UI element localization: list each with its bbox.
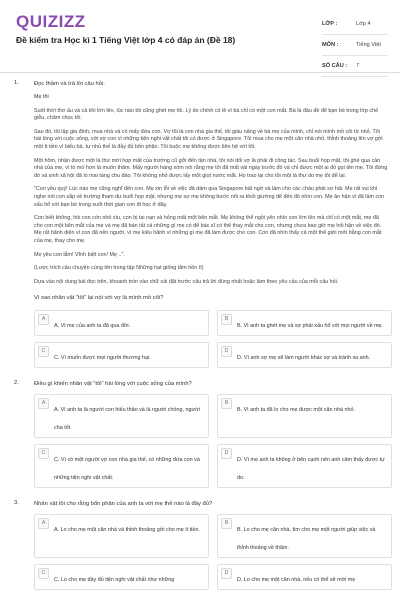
option-letter: A [38, 398, 49, 409]
question-1 [14, 80, 390, 368]
meta-row-subject [322, 35, 388, 56]
option-d[interactable] [217, 444, 392, 488]
question-number: 2. [14, 380, 19, 387]
answer-options [34, 394, 388, 488]
option-letter: B [221, 398, 232, 409]
header [0, 0, 400, 69]
option-letter: D [221, 346, 232, 357]
question-number: 1. [14, 80, 19, 86]
header-divider [0, 72, 400, 73]
option-text: B. Vì anh ta đã lo cho mẹ được một căn nhà nhỏ. [237, 407, 356, 414]
spacer [0, 368, 400, 380]
answer-options [34, 310, 388, 368]
question-text: Điều gì khiến nhân vật "tôi" hài lòng với cuộc sống của mình? [34, 381, 192, 388]
question-text: Nhân vật tôi cho rằng bổn phận của anh ta với mẹ thế nào là đầy đủ? [34, 501, 213, 508]
answer-options [34, 514, 388, 590]
spacer [0, 488, 400, 500]
option-text: C. Vì muốn được mọi người thương hại. [54, 355, 151, 362]
option-d[interactable] [217, 564, 392, 590]
option-b[interactable] [217, 514, 392, 558]
passage-paragraph: Một hôm, nhận được một lá thư mời họp mặt của trường cũ gởi đến tận nhà, tôi nói dối vợ là phải đi công tác. Sau buổi họp mặt, tôi ghé qua căn nhà của mẹ, vì tò mò hơn là muốn thăm. Mấy người hàng xóm nói rằng mẹ tôi đã mất vài ngày trước đó và chỉ được một ai đó gọi tên mẹ. Tôi đứng đó và sinh xã hội đã lo mai táng chu đáo. Tôi không nhỏ được lấy một giọt nước mắt. Họ trao lại cho tôi một lá thư do mẹ tôi để lại. [34, 157, 388, 179]
option-a[interactable] [34, 514, 209, 558]
option-letter: D [221, 568, 232, 579]
option-text: D. Vì mẹ anh ta không ở bên cạnh nên anh cảm thấy được tự do. [237, 457, 385, 482]
question-body [34, 80, 388, 368]
option-letter: A [38, 314, 49, 325]
meta-key: LỚP : [322, 21, 338, 27]
meta-value: 7 [356, 63, 360, 69]
option-letter: A [38, 518, 49, 529]
option-text: C. Lo cho mẹ đầy đủ tiện nghi vật chất như những [54, 577, 175, 584]
question-2 [14, 380, 390, 488]
option-text: A. Vì anh ta là người con hiếu thảo và là người chồng, người cha tốt. [54, 407, 200, 432]
option-letter: C [38, 568, 49, 579]
meta-row-count [322, 56, 388, 77]
option-letter: B [221, 314, 232, 325]
option-letter: C [38, 346, 49, 357]
quizizz-logo[interactable]: QUIZIZZ [16, 12, 86, 31]
passage-instruction: Dựa vào nội dung bài đọc trên, khoanh tròn vào chữ cái đặt trước câu trả lời đúng nhất hoặc làm theo yêu cầu của mỗi câu hỏi. [34, 278, 339, 285]
option-text: C. Vì có một người vợ con nhà gia thế, có những đứa con và những tiện nghi vật chất. [54, 457, 200, 482]
option-text: A. Vì mẹ của anh ta đã qua đời. [54, 323, 131, 330]
option-letter: B [221, 518, 232, 529]
option-c[interactable] [34, 444, 209, 488]
meta-value: Lớp 4 [356, 21, 371, 27]
passage-paragraph: Sau đó, tôi lập gia đình, mua nhà và có mấy đứa con. Vợ tôi là con nhà gia thế, tôi giàu năng về bà mẹ của mình, chỉ nói mình mồ côi từ nhỏ. Tôi hài lòng với cuộc sống, với vợ con vì những tiện nghi vật chất tôi có được ở Singapore. Tôi mua cho mẹ một căn nhà nhỏ, thỉnh thoảng lên vợ gởi một ít tiền vì biểu bà, tự nhủ thế là đầy đủ bổn phận. Tôi buộc mẹ không được liên hệ với tôi. [34, 128, 383, 150]
option-a[interactable] [34, 310, 209, 336]
question-number: 3. [14, 500, 19, 507]
question-body [34, 380, 388, 488]
question-3 [14, 500, 390, 590]
meta-table [322, 14, 388, 77]
option-text: B. Vì anh ta ghét mẹ và sợ phải xấu hổ với mọi người về mẹ. [237, 323, 384, 330]
option-text: A. Lo cho mẹ một căn nhà và thỉnh thoảng gởi cho mẹ ít tiền. [54, 527, 200, 534]
option-c[interactable] [34, 342, 209, 368]
questions-list [0, 80, 400, 590]
question-body [34, 500, 388, 590]
option-b[interactable] [217, 310, 392, 336]
passage-title: Mẹ tôi [34, 94, 49, 100]
option-a[interactable] [34, 394, 209, 438]
question-text: Đọc thầm và trả lời câu hỏi. [34, 81, 105, 87]
option-b[interactable] [217, 394, 392, 438]
option-text: B. Lo cho mẹ căn nhà, tìm cho mẹ một người giúp việc và thỉnh thoảng về thăm. [237, 527, 376, 552]
option-text: D. Vì anh sợ mẹ sẽ làm người khác sợ và tránh xa anh. [237, 355, 371, 362]
question-prompt: Vì sao nhân vật "tôi" lại nói với vợ là mình mồ côi? [34, 295, 164, 302]
option-letter: C [38, 448, 49, 459]
option-text: D. Lo cho mẹ một căn nhà, nếu có thể sẽ mời mẹ [237, 577, 356, 584]
meta-key: MÔN : [322, 42, 339, 48]
meta-row-grade [322, 14, 388, 35]
meta-value: Tiếng Việt [356, 42, 381, 48]
option-c[interactable] [34, 564, 209, 590]
option-letter: D [221, 448, 232, 459]
passage-source: (Lược trích câu chuyện cùng tên trong tập Những hạt giống tâm hồn II) [34, 265, 204, 272]
passage-paragraph: Con biết không, hồi con còn nhỏ xíu, con bị tai nạn và hỏng mất một bên mắt. Mẹ không thể ngồi yên nhìn con lớn lên mà chỉ có một mắt, mẹ đã cho con một bên mắt của mẹ và mẹ đã bán tất cả những gì mẹ có để bác sĩ có thể thay mắt cho con, nhưng chưa bao giờ mẹ hối hận về việc đó. Mẹ rất hãnh diện vì con đã nên người, vì mẹ kiêu hãnh vì những gì mẹ đã làm được cho con. Con đã nhìn thấy cả một thế giới mới bằng con mắt của mẹ, thay cho mẹ. [34, 215, 382, 244]
passage-paragraph: Mẹ yêu con lắm! Vĩnh biệt con! Mẹ ..". [34, 251, 125, 258]
passage-paragraph: Suốt thời thơ ấu và cả khi lớn lên, lúc nào tôi cũng ghét mẹ tôi. Lý do chính có lẽ vì bà chỉ có một con mắt. Bà là đầu đề để bạn bè trong lớp chế giễu, châm chọc tôi. [34, 107, 379, 122]
document-title: Đề kiểm tra Học kì 1 Tiếng Việt lớp 4 có đáp án (Đề 18) [16, 35, 236, 45]
passage-paragraph: "Con yêu quý! Lúc nào mẹ cũng nghĩ đến con. Mẹ xin lỗi về việc đã dám qua Singapore bất ngờ và làm cho các cháu phải sợ hãi. Mẹ rất vui khi nghe nói con sắp về trường tham dự buổi họp mặt, nhưng mẹ sợ mẹ không bước nổi ra khỏi giường để đến đó nhìn con. Mẹ ân hận vì đã làm con xấu hổ với bạn bè trong suốt thời gian con đi học ở đây. [34, 186, 385, 208]
option-d[interactable] [217, 342, 392, 368]
meta-key: SỐ CÂU : [322, 63, 348, 69]
